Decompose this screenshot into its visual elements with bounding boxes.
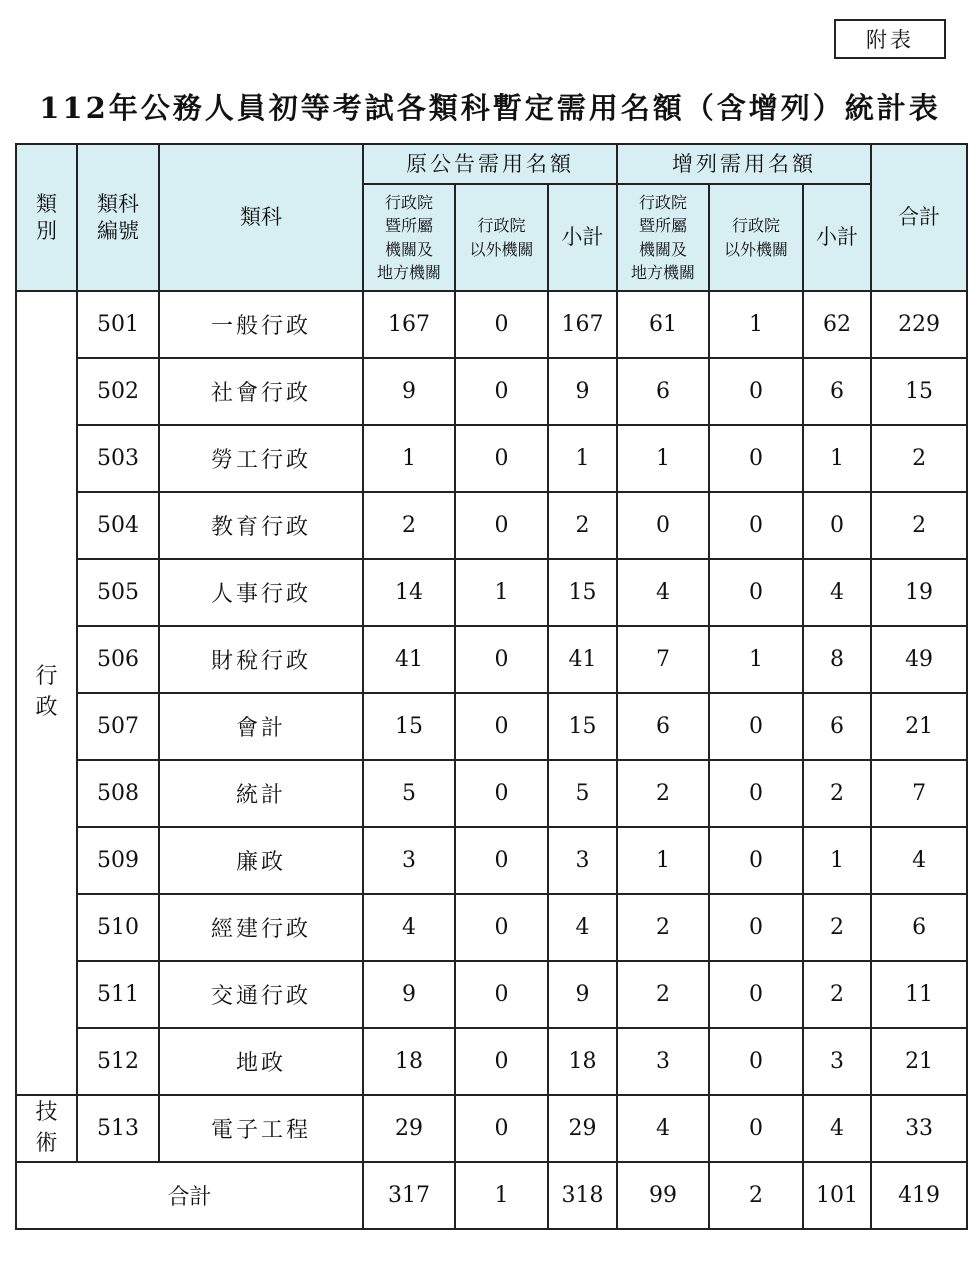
cell-added-subtotal: 4 — [803, 559, 871, 626]
cell-total: 19 — [871, 559, 967, 626]
cell-added-subtotal: 0 — [803, 492, 871, 559]
header-original-non-ey: 行政院 以外機關 — [455, 184, 548, 291]
cell-added-subtotal: 1 — [803, 425, 871, 492]
header-added-non-ey: 行政院 以外機關 — [709, 184, 803, 291]
cell-code: 513 — [77, 1095, 159, 1162]
total-label: 合計 — [16, 1162, 363, 1229]
cell-original-non-ey: 0 — [455, 1028, 548, 1095]
cell-added-non-ey: 0 — [709, 827, 803, 894]
cell-original-subtotal: 18 — [548, 1028, 617, 1095]
cell-original-subtotal: 2 — [548, 492, 617, 559]
cell-code: 505 — [77, 559, 159, 626]
cell-added-ey: 4 — [617, 559, 709, 626]
cell-original-ey: 29 — [363, 1095, 455, 1162]
header-subject: 類科 — [159, 144, 363, 291]
cell-original-subtotal: 41 — [548, 626, 617, 693]
cell-total: 2 — [871, 425, 967, 492]
cell-added-ey: 1 — [617, 827, 709, 894]
cell-original-ey: 41 — [363, 626, 455, 693]
cell-code: 507 — [77, 693, 159, 760]
cell-original-subtotal: 3 — [548, 827, 617, 894]
cell-added-subtotal: 1 — [803, 827, 871, 894]
cell-original-subtotal: 15 — [548, 693, 617, 760]
cell-original-subtotal: 29 — [548, 1095, 617, 1162]
cell-code: 511 — [77, 961, 159, 1028]
table-row — [16, 559, 967, 626]
cell-added-non-ey: 0 — [709, 1028, 803, 1095]
cell-original-non-ey: 1 — [455, 559, 548, 626]
total-added-ey: 99 — [617, 1162, 709, 1229]
cell-subject: 電子工程 — [159, 1095, 363, 1162]
table-row — [16, 894, 967, 961]
cell-original-subtotal: 167 — [548, 291, 617, 358]
cell-added-ey: 2 — [617, 894, 709, 961]
cell-added-subtotal: 4 — [803, 1095, 871, 1162]
cell-added-ey: 4 — [617, 1095, 709, 1162]
total-original-ey: 317 — [363, 1162, 455, 1229]
table-row — [16, 1095, 967, 1162]
cell-subject: 教育行政 — [159, 492, 363, 559]
header-row-1 — [16, 144, 967, 184]
cell-original-non-ey: 0 — [455, 626, 548, 693]
cell-original-non-ey: 0 — [455, 358, 548, 425]
cell-added-subtotal: 2 — [803, 760, 871, 827]
cell-code: 512 — [77, 1028, 159, 1095]
cell-added-non-ey: 0 — [709, 425, 803, 492]
header-code: 類科 編號 — [77, 144, 159, 291]
cell-total: 21 — [871, 1028, 967, 1095]
cell-total: 21 — [871, 693, 967, 760]
cell-total: 33 — [871, 1095, 967, 1162]
cell-code: 503 — [77, 425, 159, 492]
cell-subject: 社會行政 — [159, 358, 363, 425]
table-row — [16, 291, 967, 358]
cell-added-ey: 7 — [617, 626, 709, 693]
header-original-group: 原公告需用名額 — [363, 144, 617, 184]
cell-added-subtotal: 2 — [803, 961, 871, 1028]
header-added-group: 增列需用名額 — [617, 144, 871, 184]
total-original-non-ey: 1 — [455, 1162, 548, 1229]
cell-added-non-ey: 0 — [709, 693, 803, 760]
cell-added-non-ey: 0 — [709, 1095, 803, 1162]
cell-original-non-ey: 0 — [455, 827, 548, 894]
cell-added-subtotal: 8 — [803, 626, 871, 693]
cell-code: 508 — [77, 760, 159, 827]
header-total: 合計 — [871, 144, 967, 291]
cell-added-ey: 6 — [617, 693, 709, 760]
cell-original-subtotal: 1 — [548, 425, 617, 492]
cell-original-non-ey: 0 — [455, 492, 548, 559]
cell-total: 4 — [871, 827, 967, 894]
cell-code: 502 — [77, 358, 159, 425]
cell-original-ey: 9 — [363, 961, 455, 1028]
header-added-ey: 行政院 暨所屬 機關及 地方機關 — [617, 184, 709, 291]
cell-code: 510 — [77, 894, 159, 961]
table-row — [16, 1028, 967, 1095]
cell-original-ey: 14 — [363, 559, 455, 626]
cell-original-subtotal: 9 — [548, 358, 617, 425]
cell-original-non-ey: 0 — [455, 425, 548, 492]
table-row — [16, 760, 967, 827]
cell-original-non-ey: 0 — [455, 693, 548, 760]
cell-original-ey: 167 — [363, 291, 455, 358]
category-admin: 行 政 — [16, 291, 77, 1095]
cell-added-ey: 61 — [617, 291, 709, 358]
cell-added-subtotal: 3 — [803, 1028, 871, 1095]
cell-code: 501 — [77, 291, 159, 358]
cell-added-non-ey: 1 — [709, 291, 803, 358]
table-row — [16, 693, 967, 760]
cell-total: 6 — [871, 894, 967, 961]
cell-original-ey: 2 — [363, 492, 455, 559]
cell-total: 15 — [871, 358, 967, 425]
cell-subject: 廉政 — [159, 827, 363, 894]
quota-table — [15, 143, 968, 1230]
total-row — [16, 1162, 967, 1229]
cell-total: 7 — [871, 760, 967, 827]
cell-added-non-ey: 0 — [709, 358, 803, 425]
table-row — [16, 358, 967, 425]
cell-subject: 統計 — [159, 760, 363, 827]
total-added-subtotal: 101 — [803, 1162, 871, 1229]
table-row — [16, 961, 967, 1028]
cell-added-ey: 2 — [617, 760, 709, 827]
cell-added-ey: 3 — [617, 1028, 709, 1095]
cell-added-non-ey: 0 — [709, 492, 803, 559]
table-row — [16, 626, 967, 693]
cell-original-subtotal: 4 — [548, 894, 617, 961]
cell-added-non-ey: 0 — [709, 961, 803, 1028]
total-original-subtotal: 318 — [548, 1162, 617, 1229]
cell-total: 11 — [871, 961, 967, 1028]
cell-original-ey: 18 — [363, 1028, 455, 1095]
cell-added-subtotal: 62 — [803, 291, 871, 358]
cell-original-subtotal: 9 — [548, 961, 617, 1028]
cell-subject: 經建行政 — [159, 894, 363, 961]
table-row — [16, 492, 967, 559]
cell-original-subtotal: 5 — [548, 760, 617, 827]
cell-original-subtotal: 15 — [548, 559, 617, 626]
cell-original-ey: 3 — [363, 827, 455, 894]
cell-code: 509 — [77, 827, 159, 894]
cell-original-non-ey: 0 — [455, 291, 548, 358]
header-added-subtotal: 小計 — [803, 184, 871, 291]
cell-original-ey: 9 — [363, 358, 455, 425]
cell-subject: 財稅行政 — [159, 626, 363, 693]
total-total: 419 — [871, 1162, 967, 1229]
attachment-label: 附表 — [834, 19, 946, 59]
cell-added-non-ey: 0 — [709, 894, 803, 961]
cell-subject: 一般行政 — [159, 291, 363, 358]
header-original-subtotal: 小計 — [548, 184, 617, 291]
cell-original-ey: 5 — [363, 760, 455, 827]
header-category: 類 別 — [16, 144, 77, 291]
cell-original-ey: 15 — [363, 693, 455, 760]
total-added-non-ey: 2 — [709, 1162, 803, 1229]
cell-subject: 勞工行政 — [159, 425, 363, 492]
page-title: 112年公務人員初等考試各類科暫定需用名額（含增列）統計表 — [39, 91, 941, 125]
cell-added-subtotal: 2 — [803, 894, 871, 961]
cell-subject: 人事行政 — [159, 559, 363, 626]
cell-added-ey: 6 — [617, 358, 709, 425]
table-row — [16, 425, 967, 492]
cell-code: 504 — [77, 492, 159, 559]
cell-added-ey: 2 — [617, 961, 709, 1028]
cell-code: 506 — [77, 626, 159, 693]
cell-total: 229 — [871, 291, 967, 358]
cell-added-non-ey: 0 — [709, 760, 803, 827]
cell-added-subtotal: 6 — [803, 358, 871, 425]
cell-original-non-ey: 0 — [455, 961, 548, 1028]
cell-subject: 會計 — [159, 693, 363, 760]
cell-total: 2 — [871, 492, 967, 559]
header-original-ey: 行政院 暨所屬 機關及 地方機關 — [363, 184, 455, 291]
cell-added-subtotal: 6 — [803, 693, 871, 760]
cell-added-non-ey: 1 — [709, 626, 803, 693]
cell-added-ey: 1 — [617, 425, 709, 492]
cell-original-non-ey: 0 — [455, 894, 548, 961]
cell-added-non-ey: 0 — [709, 559, 803, 626]
table-row — [16, 827, 967, 894]
cell-original-ey: 4 — [363, 894, 455, 961]
cell-original-non-ey: 0 — [455, 1095, 548, 1162]
cell-subject: 地政 — [159, 1028, 363, 1095]
cell-total: 49 — [871, 626, 967, 693]
cell-added-ey: 0 — [617, 492, 709, 559]
cell-original-non-ey: 0 — [455, 760, 548, 827]
category-tech: 技 術 — [16, 1095, 77, 1162]
cell-original-ey: 1 — [363, 425, 455, 492]
cell-subject: 交通行政 — [159, 961, 363, 1028]
